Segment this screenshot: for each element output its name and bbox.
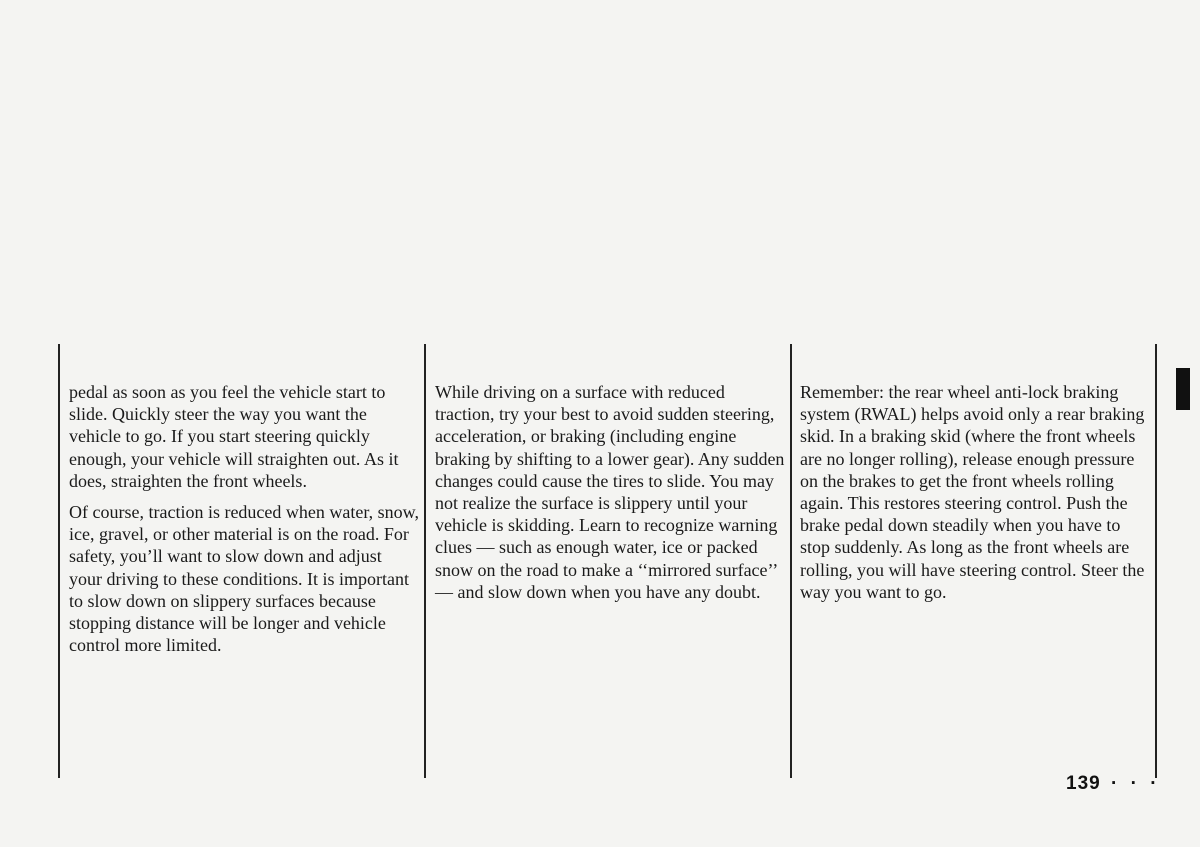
section-tab-marker [1176, 368, 1190, 410]
column-rule-2 [424, 344, 426, 778]
paragraph: Remember: the rear wheel anti-lock braking system (RWAL) helps avoid only a rear braking skid. In a braking skid (where the front wheels are no longer rolling), release enough pressure on the brakes to get the front wheels rolling again. This restores steering control. Push the brake pedal down steadily when you have to stop suddenly. As long as the front wheels are rolling, you will have steering control. Steer the way you want to go. [800, 382, 1145, 602]
column-rule-3 [790, 344, 792, 778]
column-rule-1 [58, 344, 60, 778]
column-rule-4 [1155, 344, 1157, 778]
paragraph: While driving on a surface with reduced traction, try your best to avoid sudden steering, acceleration, or braking (including engine braking by shifting to a lower gear). Any sudden changes could cause the tires to slide. You may not realize the surface is slippery until your vehicle is skidding. Learn to recognize warning clues — such as enough water, ice or packed snow on the road to make a ‘‘mirrored surface’’ — and slow down when you have any doubt. [435, 382, 785, 602]
text-column-2 [435, 381, 785, 612]
page-number: 139 [1066, 773, 1101, 794]
paragraph: Of course, traction is reduced when water, snow, ice, gravel, or other material is on the road. For safety, you’ll want to slow down and adjust your driving to these conditions. It is important to slow down on slippery surfaces because stopping distance will be longer and vehicle control more limited. [69, 502, 419, 656]
text-column-3 [800, 381, 1150, 612]
paragraph: pedal as soon as you feel the vehicle start to slide. Quickly steer the way you want the vehicle to go. If you start steering quickly enough, your vehicle will straighten out. As it does, straighten the front wheels. [69, 382, 399, 491]
page-number-dots: · · · [1111, 773, 1161, 794]
text-column-1 [69, 381, 419, 665]
